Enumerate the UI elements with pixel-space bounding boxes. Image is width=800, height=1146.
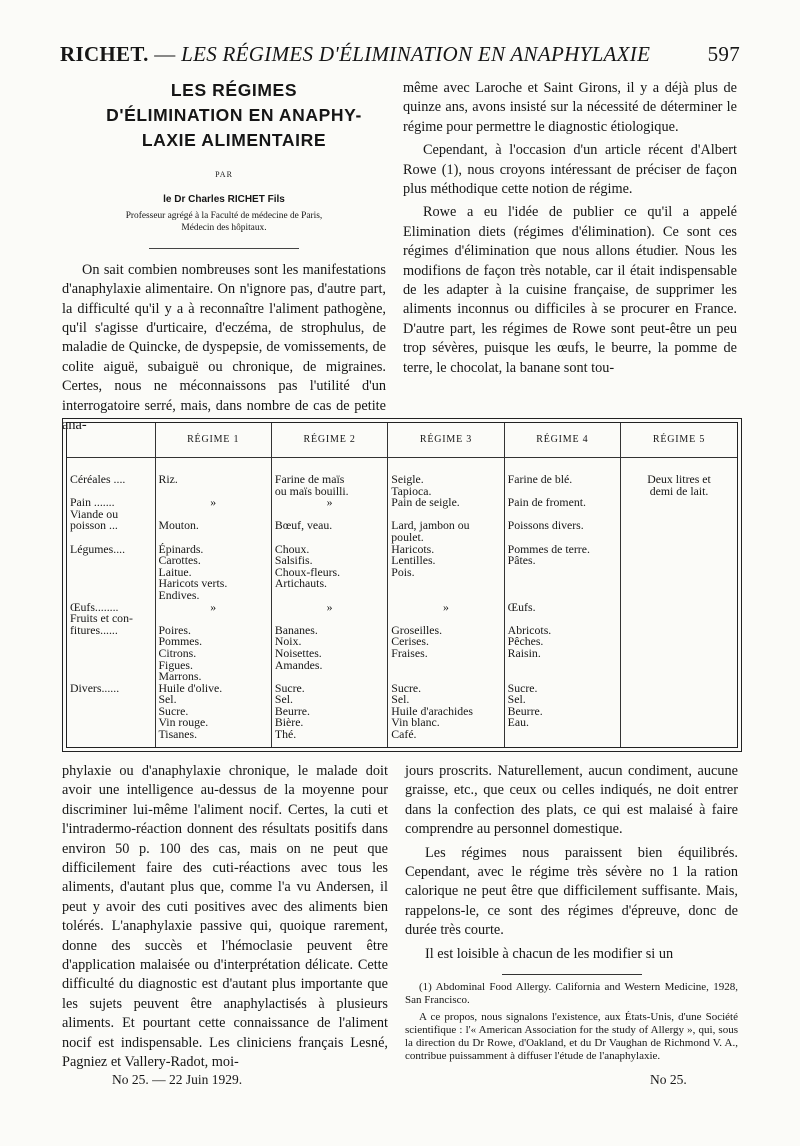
regimes-table-frame bbox=[62, 418, 742, 752]
table-header: RÉGIME 2 bbox=[271, 423, 387, 458]
regime-item: Cerises. bbox=[391, 634, 429, 649]
regime-item: Farine de maïs bbox=[274, 472, 345, 486]
paragraph: Les régimes nous paraissent bien équilibrés. Cependant, avec le régime très sévère no 1 la ration calorique ne peut être que difficilement suffisante. Mais, rappelons-le, ce sont des régimes d'épreuve, donc de durée très courte. bbox=[405, 844, 738, 939]
category-label bbox=[70, 578, 152, 590]
regime-item: Riz. bbox=[158, 472, 178, 486]
regime-item: » bbox=[326, 495, 333, 510]
regime-item: Beurre. bbox=[274, 703, 310, 718]
paragraph: On sait combien nombreuses sont les manifestations d'anaphylaxie alimentaire. On n'ignore pas, d'autre part, la difficulté qu'il y a à reconnaître l'aliment pathogène, qu'il s'agisse d'urticaire, d'eczéma, de strophulus, de maladie de Quincke, de dyspepsie, de vomissements, de colite aiguë, subaiguë ou chronique, de migraines. Certes, nous ne méconnaissons pas l'utilité d'un interrogatoire serré, mais, dans nombre de cas de petite ana- bbox=[62, 261, 386, 434]
regime-item: Bananes. bbox=[274, 622, 318, 637]
regime-item: Artichauts. bbox=[274, 576, 327, 591]
regime-item: Sucre. bbox=[158, 703, 189, 718]
regime-item: Eau. bbox=[507, 715, 529, 730]
paragraph: jours proscrits. Naturellement, aucun condiment, aucune graisse, etc., que ceux ou celles indiqués, ne doit entrer dans la confection des plats, ce qui est malaisé à faire comprendre au personnel domestique. bbox=[405, 763, 738, 838]
regime-item: » bbox=[210, 495, 217, 510]
author-affiliation bbox=[62, 210, 386, 234]
regime-item: Figues. bbox=[158, 657, 193, 672]
affiliation-line: Médecin des hôpitaux. bbox=[181, 222, 267, 233]
table-header: RÉGIME 5 bbox=[621, 423, 737, 458]
regime-item: » bbox=[210, 599, 217, 614]
regime-item: Raisin. bbox=[507, 645, 541, 660]
regime-item: Pâtes. bbox=[507, 553, 536, 568]
table-header: RÉGIME 4 bbox=[504, 423, 620, 458]
regime-item bbox=[508, 578, 617, 590]
regime-item: Poissons divers. bbox=[507, 518, 584, 533]
regime-item: Citrons. bbox=[158, 645, 197, 660]
regime-item: Vin blanc. bbox=[391, 715, 440, 730]
regime-item: Café. bbox=[391, 727, 417, 742]
regime-item: Pommes. bbox=[158, 634, 203, 649]
regime-item bbox=[391, 660, 500, 672]
byline-par: PAR bbox=[215, 170, 233, 179]
regime-item: Thé. bbox=[274, 727, 297, 742]
regime-item: Sucre. bbox=[391, 680, 422, 695]
paragraph: Rowe a eu l'idée de publier ce qu'il a appelé Elimination diets (régimes d'élimination). Ce sont ces régimes d'élimination que nous allons étudier. Nous les modifions de façon très notable, car il était indispensable de les adapter à la cuisine française, de supprimer les aliments inconnus ou difficiles à se procurer en France. D'autre part, les régimes de Rowe sont peut-être un peu trop sévères, puisque les œufs, le beurre, la pomme de terre, le chocolat, la banane sont tou- bbox=[403, 204, 737, 376]
issue-number: No 25. bbox=[650, 1072, 687, 1087]
column-1-top bbox=[62, 80, 386, 435]
regime-item: Pommes de terre. bbox=[507, 541, 590, 556]
table-header: RÉGIME 3 bbox=[388, 423, 504, 458]
category-cell bbox=[67, 458, 155, 748]
regime-4-cell bbox=[504, 458, 620, 748]
regime-item: Bière. bbox=[274, 715, 304, 730]
regime-item: Marrons. bbox=[158, 669, 202, 684]
title-rule bbox=[149, 248, 299, 249]
regime-2-cell bbox=[271, 458, 387, 748]
regime-item: Seigle. bbox=[391, 472, 424, 486]
header-title: LES RÉGIMES D'ÉLIMINATION EN ANAPHYLAXIE bbox=[181, 42, 651, 66]
regime-item: Œufs. bbox=[507, 599, 536, 614]
regime-item: Huile d'olive. bbox=[158, 680, 223, 695]
footnote: (1) Abdominal Food Allergy. California and Western Medicine, 1928, San Francisco. bbox=[405, 981, 738, 1007]
regime-item: Pain de froment. bbox=[507, 495, 586, 510]
table-header-empty bbox=[67, 423, 155, 458]
regime-item: Tapioca. bbox=[391, 483, 432, 498]
category-label bbox=[70, 567, 152, 579]
regime-item: Sucre. bbox=[507, 680, 538, 695]
column-1-bottom bbox=[62, 762, 388, 1073]
category-label: fitures...... bbox=[70, 622, 118, 637]
regime-item: Sel. bbox=[158, 692, 177, 707]
category-label: Pain ....... bbox=[70, 495, 115, 510]
regime-item: Lard, jambon ou bbox=[391, 518, 470, 533]
regime-item: Pois. bbox=[391, 564, 415, 579]
regime-item: Amandes. bbox=[274, 657, 323, 672]
category-label: poisson ... bbox=[70, 518, 118, 533]
regime-item: Lentilles. bbox=[391, 553, 436, 568]
table-header: RÉGIME 1 bbox=[155, 423, 271, 458]
paragraph: même avec Laroche et Saint Girons, il y a déjà plus de quinze ans, avons insisté sur la nécessité de déterminer le régime pour permettre le diagnostic étiologique. bbox=[403, 80, 737, 135]
footnotes bbox=[405, 981, 738, 1063]
author-name: le Dr Charles RICHET Fils bbox=[163, 194, 285, 206]
column-2-bottom bbox=[405, 762, 738, 1063]
article-title-line: D'ÉLIMINATION EN ANAPHY- bbox=[106, 105, 362, 125]
regime-item: Groseilles. bbox=[391, 622, 443, 637]
regime-item: Noix. bbox=[274, 634, 302, 649]
regimes-table bbox=[67, 423, 737, 747]
regime-item: Épinards. bbox=[158, 541, 204, 556]
regime-item: Pêches. bbox=[507, 634, 544, 649]
regime-item bbox=[508, 567, 617, 579]
category-label bbox=[70, 555, 152, 567]
regime-item: Carottes. bbox=[158, 553, 201, 568]
regime-item: Endives. bbox=[158, 587, 200, 602]
column-2-top bbox=[403, 79, 737, 378]
affiliation-line: Professeur agrégé à la Faculté de médecine de Paris, bbox=[125, 210, 323, 221]
regime-item: Poires. bbox=[158, 622, 191, 637]
regime-item: Sel. bbox=[391, 692, 410, 707]
regime-item: Sucre. bbox=[274, 680, 305, 695]
article-title bbox=[62, 80, 386, 151]
paragraph: Il est loisible à chacun de les modifier si un bbox=[425, 945, 674, 962]
regime-item: Bœuf, veau. bbox=[274, 518, 333, 533]
regime-item: Noisettes. bbox=[274, 645, 322, 660]
header-dash: — bbox=[154, 42, 176, 66]
category-label bbox=[70, 648, 152, 660]
category-label: Fruits et con- bbox=[70, 611, 133, 626]
regime-item bbox=[508, 660, 617, 672]
paragraph: Cependant, à l'occasion d'un article récent d'Albert Rowe (1), nous croyons intéressant de préciser de façon plus méthodique cette notion de régime. bbox=[403, 142, 737, 198]
category-label bbox=[70, 636, 152, 648]
article-title-line: LAXIE ALIMENTAIRE bbox=[141, 130, 327, 150]
table-header-row bbox=[67, 423, 737, 458]
regime-item: Sel. bbox=[274, 692, 293, 707]
regime-item: Mouton. bbox=[158, 518, 199, 533]
issue-date: No 25. — 22 Juin 1929. bbox=[112, 1072, 243, 1087]
category-label: Viande ou bbox=[70, 506, 119, 521]
regime-item bbox=[391, 578, 500, 590]
page-number: 597 bbox=[707, 42, 740, 66]
regime-item: poulet. bbox=[391, 529, 424, 544]
regime-3-cell bbox=[388, 458, 504, 748]
table-row bbox=[67, 458, 737, 748]
category-label: Œufs........ bbox=[70, 599, 119, 614]
regime-item: Choux-fleurs. bbox=[274, 564, 341, 579]
regime-item bbox=[508, 729, 617, 741]
regime-item: Fraises. bbox=[391, 645, 428, 660]
regime-item: Abricots. bbox=[507, 622, 552, 637]
category-label bbox=[70, 660, 152, 672]
regime-item: Huile d'arachides bbox=[391, 703, 474, 718]
category-label: Légumes.... bbox=[70, 541, 126, 556]
regime-item: Beurre. bbox=[507, 703, 543, 718]
category-label: Céréales .... bbox=[70, 472, 126, 486]
category-label: Divers...... bbox=[70, 680, 120, 695]
regime-item: Sel. bbox=[507, 692, 526, 707]
regime-item: demi de lait. bbox=[649, 483, 709, 498]
regime-item: Vin rouge. bbox=[158, 715, 209, 730]
article-title-line: LES RÉGIMES bbox=[170, 80, 298, 100]
regime-item: Farine de blé. bbox=[507, 472, 573, 486]
regime-item: Tisanes. bbox=[158, 727, 198, 742]
regime-item: » bbox=[443, 599, 449, 614]
regime-item: Deux litres et bbox=[647, 472, 711, 486]
regime-item: Haricots. bbox=[391, 541, 435, 556]
regime-item: Salsifis. bbox=[274, 553, 313, 568]
footnote: A ce propos, nous signalons l'existence, aux États-Unis, d'une Société scientifique : l'« American Association for the study of Allergy », qui, sous la direction du Dr Rowe, d'Oakland, et du Dr Vaughan de Richmond V. A., contribue puissamment à diffuser l'étude de l'anaphylaxie. bbox=[405, 1011, 738, 1063]
regime-item: ou maïs bouilli. bbox=[274, 483, 349, 498]
regime-1-cell bbox=[155, 458, 271, 748]
regime-item: Laitue. bbox=[158, 564, 192, 579]
regime-item: Choux. bbox=[274, 541, 310, 556]
regime-item: Haricots verts. bbox=[158, 576, 228, 591]
regime-5-cell bbox=[621, 458, 737, 748]
paragraph: phylaxie ou d'anaphylaxie chronique, le malade doit avoir une intelligence au-dessus de la moyenne pour discriminer lui-même l'aliment nocif. Certes, la cuti et l'intradermo-réaction donnent des résultats positifs dans environ 50 p. 100 des cas, mais on ne peut que difficilement faire des cuti-réactions avec tous les aliments, d'autant plus que, comme l'a vu Andersen, il peut y avoir des cuti positives avec des aliments bien tolérés. L'anaphylaxie passive qui, quoique rarement, donne des succès et l'hémoclasie peuvent être d'application malaisée ou d'interprétation délicate. Cette difficulté du diagnostic est d'autant plus importante que les sujets peuvent être anaphylactisés à plusieurs aliments. Et pourtant cette connaissance de l'aliment nocif est indispensable. Les cliniciens français Lesné, Pagniez et Vallery-Radot, moi- bbox=[62, 763, 388, 1071]
header-author: RICHET. bbox=[60, 42, 149, 66]
footnote-rule bbox=[502, 974, 642, 975]
regime-item: Pain de seigle. bbox=[391, 495, 460, 510]
running-header bbox=[60, 42, 740, 72]
regime-item: » bbox=[326, 599, 333, 614]
